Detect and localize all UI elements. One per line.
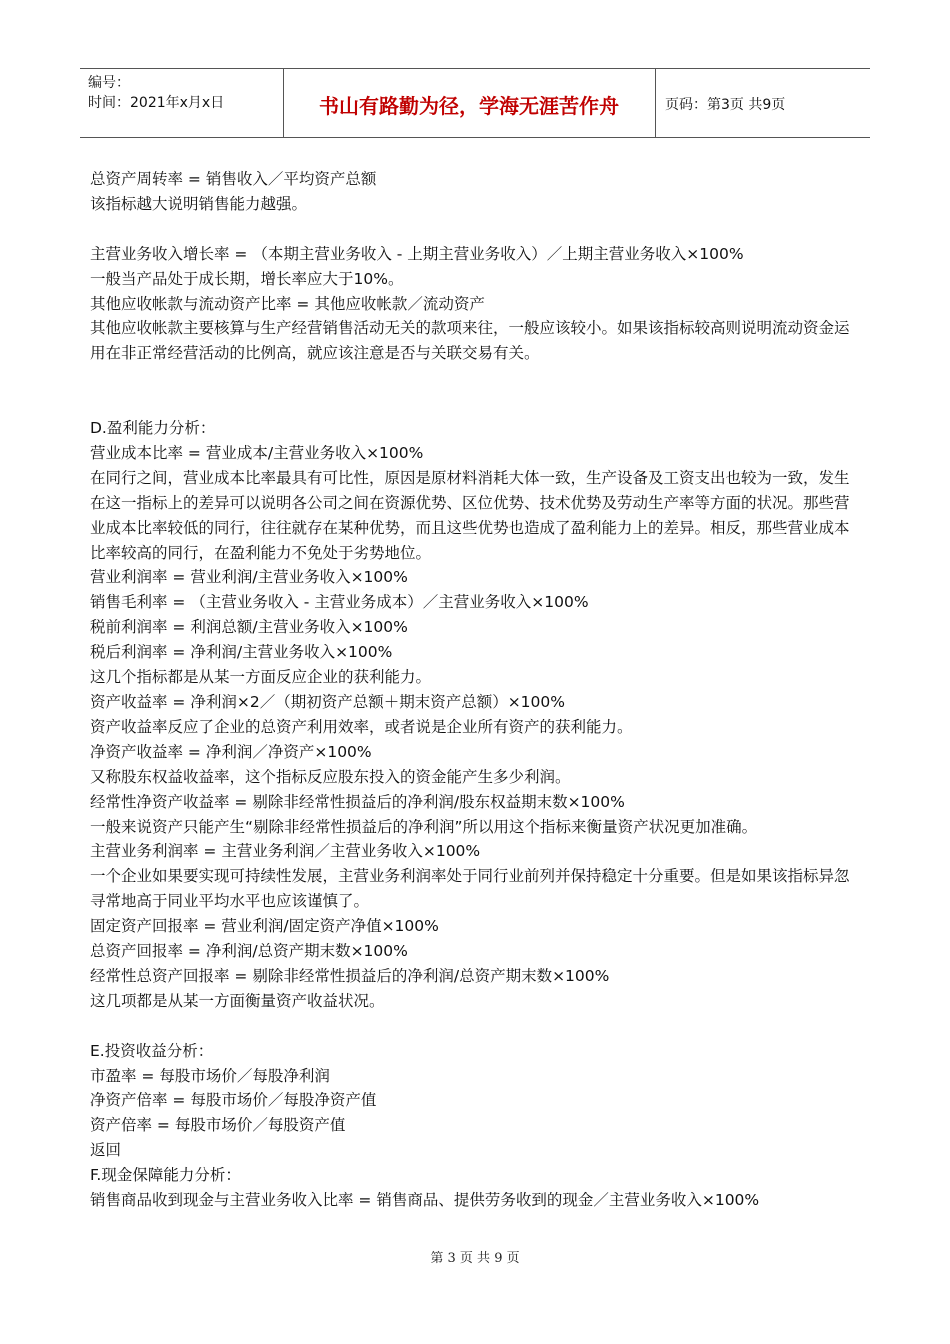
body-paragraph: 固定资产回报率 = 营业利润/固定资产净值×100% — [90, 917, 439, 936]
body-paragraph: 经常性净资产收益率 = 剔除非经常性损益后的净利润/股东权益期末数×100% — [90, 792, 625, 811]
body-paragraph: F.现金保障能力分析： — [90, 1166, 241, 1185]
body-paragraph: 税后利润率 = 净利润/主营业务收入×100% — [90, 643, 393, 662]
body-paragraph: 销售商品收到现金与主营业务收入比率 = 销售商品、提供劳务收到的现金／主营业务收入×100% — [90, 1191, 760, 1210]
header-meta — [88, 73, 224, 113]
body-paragraph: 其他应收帐款主要核算与生产经营销售活动无关的款项来往，一般应该较小。如果该指标较高则说明流动资金运用在非正常经营活动的比例高，就应该注意是否与关联交易有关。 — [90, 319, 850, 363]
body-paragraph: 净资产倍率 = 每股市场价／每股净资产值 — [90, 1091, 377, 1110]
body-paragraph: 资产倍率 = 每股市场价／每股资产值 — [90, 1116, 346, 1135]
number-label: 编号： — [88, 75, 130, 91]
blank-line — [90, 217, 860, 242]
body-paragraph: 资产收益率 = 净利润×2／（期初资产总额＋期末资产总额）×100% — [90, 692, 565, 711]
body-paragraph: 销售毛利率 = （主营业务收入 - 主营业务成本）／主营业务收入×100% — [90, 593, 589, 612]
document-body — [90, 167, 860, 1213]
header-motto: 书山有路勤为径，学海无涯苦作舟 — [319, 94, 619, 118]
blank-line — [90, 366, 860, 391]
body-paragraph: 这几个指标都是从某一方面反应企业的获利能力。 — [90, 668, 432, 687]
body-paragraph: E.投资收益分析： — [90, 1041, 214, 1060]
body-paragraph: 一个企业如果要实现可持续性发展，主营业务利润率处于同行业前列并保持稳定十分重要。但是如果该指标异忽寻常地高于同业平均水平也应该谨慎了。 — [90, 867, 850, 911]
page-footer: 第 3 页 共 9 页 — [430, 1251, 520, 1266]
body-paragraph: 一般来说资产只能产生“剔除非经常性损益后的净利润”所以用这个指标来衡量资产状况更加准确。 — [90, 817, 758, 836]
body-paragraph: 该指标越大说明销售能力越强。 — [90, 194, 308, 213]
body-paragraph: 总资产回报率 = 净利润/总资产期末数×100% — [90, 942, 408, 961]
body-paragraph: 其他应收帐款与流动资产比率 = 其他应收帐款／流动资产 — [90, 294, 485, 313]
body-paragraph: 一般当产品处于成长期，增长率应大于10%。 — [90, 269, 404, 288]
body-paragraph: 税前利润率 = 利润总额/主营业务收入×100% — [90, 618, 408, 637]
body-paragraph: 这几项都是从某一方面衡量资产收益状况。 — [90, 991, 385, 1010]
time-label: 时间：2021年x月x日 — [88, 95, 225, 111]
header-page-number: 页码：第3页 共9页 — [665, 97, 786, 113]
body-paragraph: 返回 — [90, 1141, 122, 1160]
body-paragraph: D.盈利能力分析： — [90, 419, 216, 438]
body-paragraph: 净资产收益率 = 净利润／净资产×100% — [90, 742, 372, 761]
body-paragraph: 营业成本比率 = 营业成本/主营业务收入×100% — [90, 443, 424, 462]
body-paragraph: 经常性总资产回报率 = 剔除非经常性损益后的净利润/总资产期末数×100% — [90, 966, 610, 985]
body-paragraph: 营业利润率 = 营业利润/主营业务收入×100% — [90, 568, 408, 587]
body-paragraph: 又称股东权益收益率，这个指标反应股东投入的资金能产生多少利润。 — [90, 767, 571, 786]
body-paragraph: 主营业务收入增长率 = （本期主营业务收入 - 上期主营业务收入）／上期主营业务收入×100% — [90, 244, 744, 263]
blank-line — [90, 1014, 860, 1039]
body-paragraph: 主营业务利润率 = 主营业务利润／主营业务收入×100% — [90, 842, 481, 861]
body-paragraph: 在同行之间，营业成本比率最具有可比性，原因是原材料消耗大体一致，生产设备及工资支出也较为一致，发生在这一指标上的差异可以说明各公司之间在资源优势、区位优势、技术优势及劳动生产率等方面的状况。那些营业成本比率较低的同行，往往就存在某种优势，而且这些优势也造成了盈利能力上的差异。相反，那些营业成本比率较高的同行，在盈利能力不免处于劣势地位。 — [90, 468, 850, 562]
body-paragraph: 资产收益率反应了企业的总资产利用效率，或者说是企业所有资产的获利能力。 — [90, 717, 633, 736]
page-header — [80, 68, 870, 138]
body-paragraph: 总资产周转率 = 销售收入／平均资产总额 — [90, 170, 377, 188]
blank-line — [90, 391, 860, 416]
body-paragraph: 市盈率 = 每股市场价／每股净利润 — [90, 1066, 330, 1085]
header-divider — [655, 69, 656, 137]
